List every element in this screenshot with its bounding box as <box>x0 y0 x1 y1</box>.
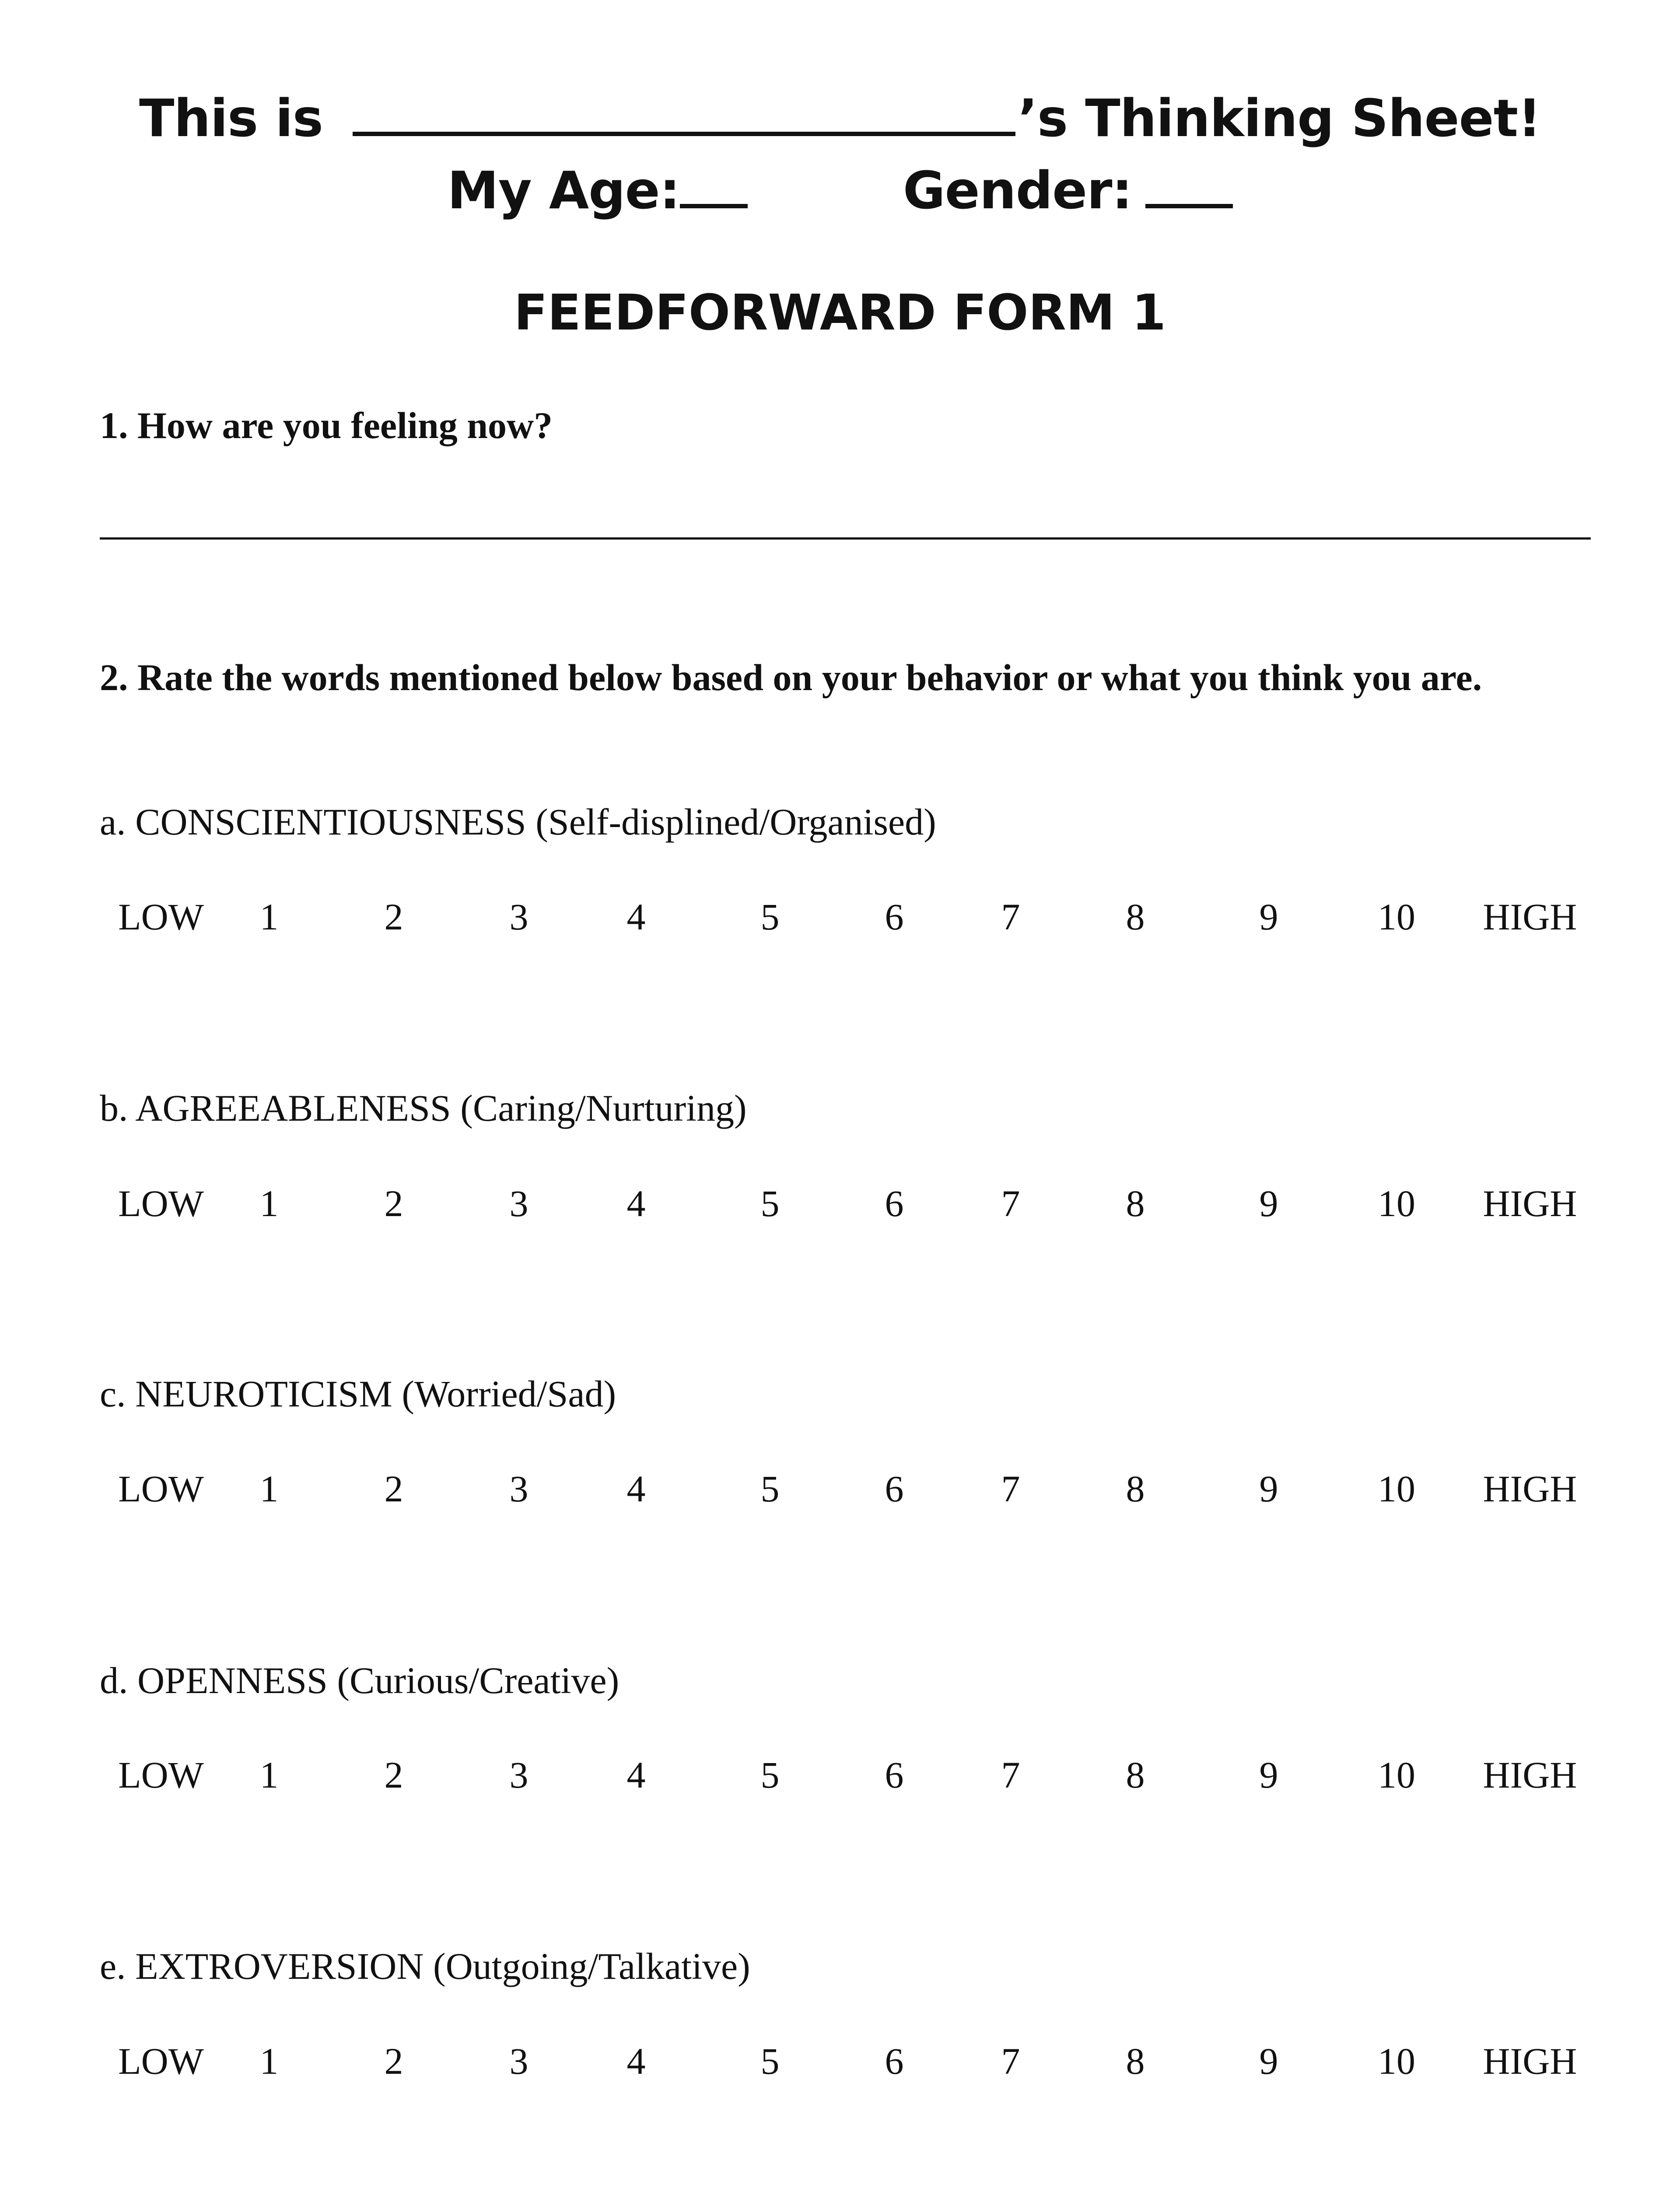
rating-scale-conscientiousness <box>0 895 1680 939</box>
scale-option[interactable]: 10 <box>1378 896 1415 938</box>
scale-option[interactable]: 3 <box>509 1182 528 1224</box>
scale-option[interactable]: 8 <box>1126 1468 1145 1510</box>
title-suffix: ’s Thinking Sheet! <box>1018 88 1541 148</box>
scale-option[interactable]: 5 <box>760 1468 780 1510</box>
scale-option[interactable]: 3 <box>509 2040 528 2082</box>
scale-option[interactable]: 9 <box>1259 1182 1278 1224</box>
scale-low-label: LOW <box>118 2040 204 2082</box>
age-label: My Age: <box>447 160 680 221</box>
scale-option[interactable]: 5 <box>760 2040 780 2082</box>
scale-low-label: LOW <box>118 1182 204 1224</box>
rating-scale-agreeableness <box>0 1182 1680 1225</box>
scale-option[interactable]: 9 <box>1259 1468 1278 1510</box>
scale-option[interactable]: 4 <box>626 1182 646 1224</box>
trait-label-openness: d. OPENNESS (Curious/Creative) <box>100 1659 620 1701</box>
scale-option[interactable]: 5 <box>760 896 780 938</box>
scale-low-label: LOW <box>118 896 204 938</box>
gender-label: Gender: <box>903 160 1132 221</box>
age-gender-line <box>0 162 1680 219</box>
form-title: FEEDFORWARD FORM 1 <box>514 284 1166 341</box>
scale-high-label: HIGH <box>1483 1468 1577 1510</box>
scale-option[interactable]: 4 <box>626 1468 646 1510</box>
scale-option[interactable]: 10 <box>1378 1468 1415 1510</box>
scale-option[interactable]: 9 <box>1259 896 1278 938</box>
scale-option[interactable]: 6 <box>885 1182 904 1224</box>
scale-option[interactable]: 2 <box>384 1468 403 1510</box>
scale-option[interactable]: 1 <box>259 1754 279 1796</box>
scale-option[interactable]: 7 <box>1001 2040 1020 2082</box>
question-2: 2. Rate the words mentioned below based on your behavior or what you think you are. <box>100 656 1482 698</box>
scale-option[interactable]: 1 <box>259 1182 279 1224</box>
scale-option[interactable]: 5 <box>760 1182 780 1224</box>
rating-scale-extroversion <box>0 2039 1680 2083</box>
scale-option[interactable]: 10 <box>1378 1754 1415 1796</box>
trait-label-extroversion: e. EXTROVERSION (Outgoing/Talkative) <box>100 1945 750 1987</box>
scale-option[interactable]: 6 <box>885 2040 904 2082</box>
scale-option[interactable]: 2 <box>384 896 403 938</box>
scale-high-label: HIGH <box>1483 1754 1577 1796</box>
title-prefix: This is <box>139 88 323 148</box>
scale-option[interactable]: 7 <box>1001 896 1020 938</box>
scale-option[interactable]: 1 <box>259 896 279 938</box>
scale-option[interactable]: 6 <box>885 896 904 938</box>
age-blank[interactable] <box>680 164 748 208</box>
scale-option[interactable]: 8 <box>1126 896 1145 938</box>
scale-option[interactable]: 3 <box>509 896 528 938</box>
question-1: 1. How are you feeling now? <box>100 404 553 446</box>
trait-label-conscientiousness: a. CONSCIENTIOUSNESS (Self-displined/Organised) <box>100 801 936 843</box>
rating-scale-neuroticism <box>0 1467 1680 1511</box>
scale-high-label: HIGH <box>1483 2040 1577 2082</box>
scale-option[interactable]: 7 <box>1001 1468 1020 1510</box>
scale-option[interactable]: 6 <box>885 1468 904 1510</box>
scale-option[interactable]: 2 <box>384 2040 403 2082</box>
scale-option[interactable]: 9 <box>1259 2040 1278 2082</box>
scale-option[interactable]: 3 <box>509 1468 528 1510</box>
scale-high-label: HIGH <box>1483 1182 1577 1224</box>
scale-option[interactable]: 3 <box>509 1754 528 1796</box>
scale-option[interactable]: 2 <box>384 1754 403 1796</box>
scale-option[interactable]: 8 <box>1126 1754 1145 1796</box>
scale-option[interactable]: 1 <box>259 1468 279 1510</box>
sheet-title-line <box>0 90 1680 147</box>
scale-option[interactable]: 4 <box>626 896 646 938</box>
trait-label-neuroticism: c. NEUROTICISM (Worried/Sad) <box>100 1373 616 1415</box>
scale-option[interactable]: 8 <box>1126 2040 1145 2082</box>
name-blank[interactable] <box>353 91 1015 136</box>
scale-low-label: LOW <box>118 1754 204 1796</box>
gender-blank[interactable] <box>1145 164 1233 208</box>
scale-option[interactable]: 10 <box>1378 2040 1415 2082</box>
scale-option[interactable]: 2 <box>384 1182 403 1224</box>
scale-option[interactable]: 6 <box>885 1754 904 1796</box>
scale-option[interactable]: 5 <box>760 1754 780 1796</box>
scale-low-label: LOW <box>118 1468 204 1510</box>
scale-option[interactable]: 7 <box>1001 1754 1020 1796</box>
scale-option[interactable]: 1 <box>259 2040 279 2082</box>
scale-option[interactable]: 4 <box>626 1754 646 1796</box>
trait-label-agreeableness: b. AGREEABLENESS (Caring/Nurturing) <box>100 1087 747 1129</box>
scale-high-label: HIGH <box>1483 896 1577 938</box>
scale-option[interactable]: 8 <box>1126 1182 1145 1224</box>
feeling-answer-line[interactable] <box>100 537 1591 540</box>
rating-scale-openness <box>0 1753 1680 1797</box>
scale-option[interactable]: 9 <box>1259 1754 1278 1796</box>
scale-option[interactable]: 10 <box>1378 1182 1415 1224</box>
scale-option[interactable]: 7 <box>1001 1182 1020 1224</box>
scale-option[interactable]: 4 <box>626 2040 646 2082</box>
